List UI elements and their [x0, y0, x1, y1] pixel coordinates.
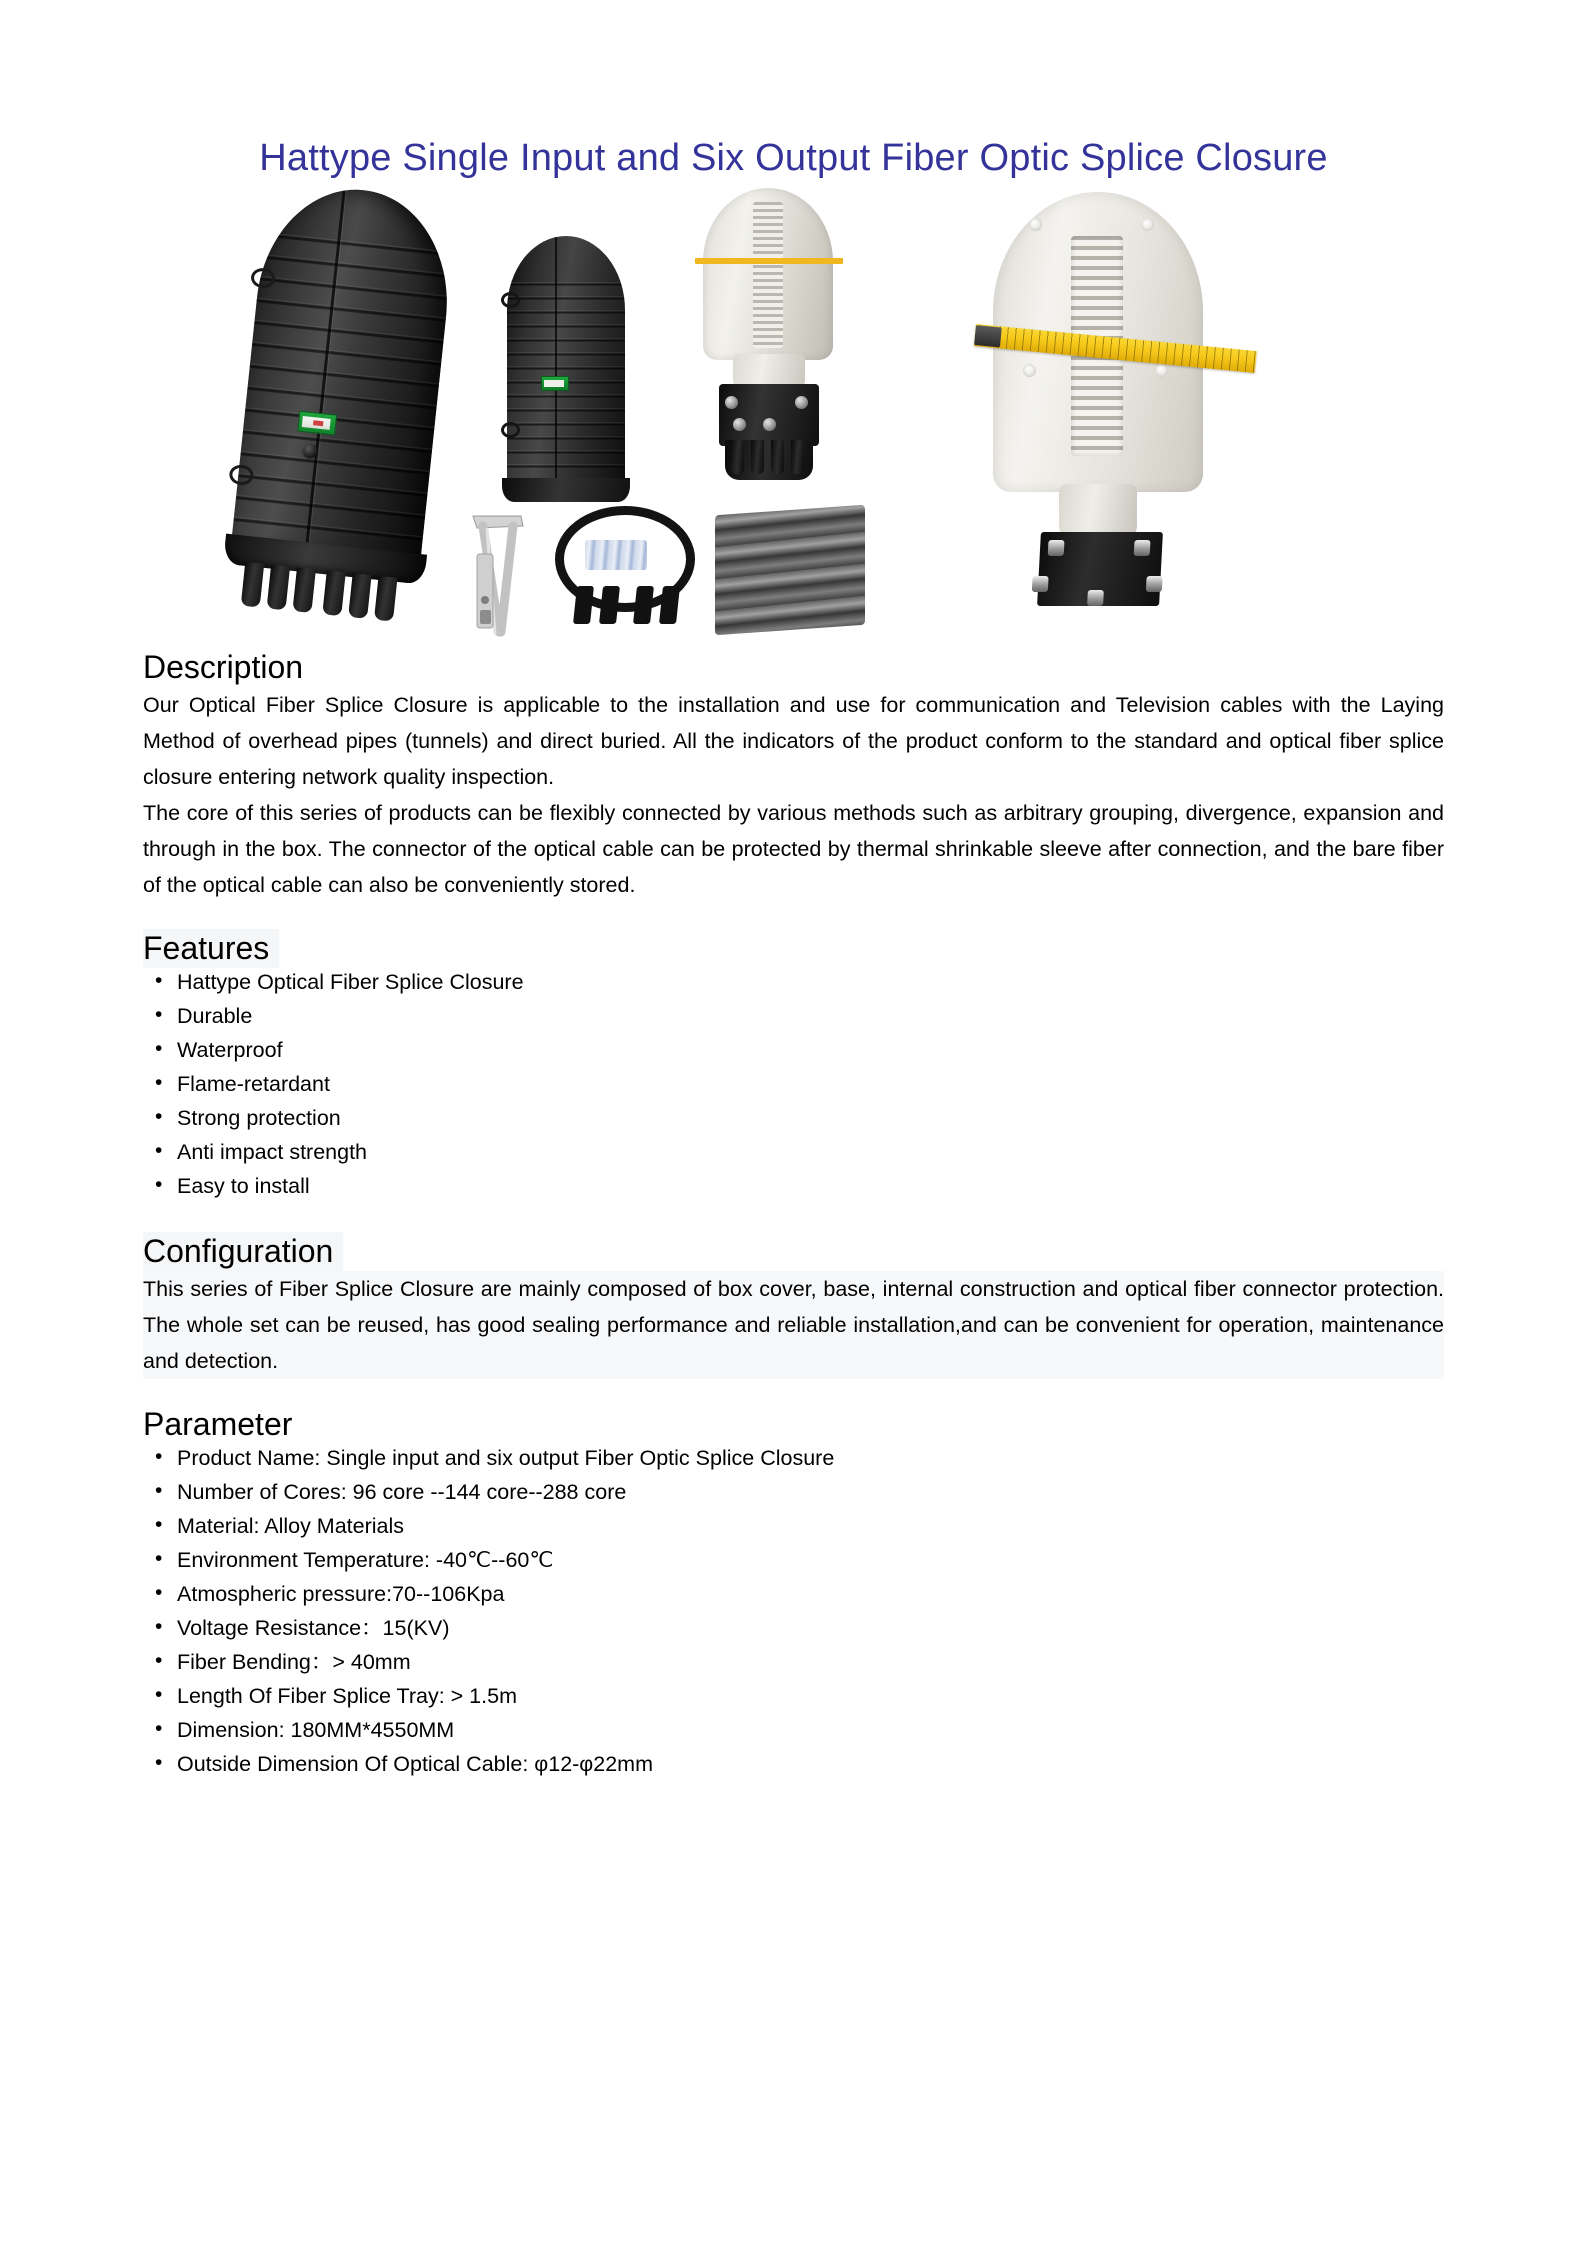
plastic-clamp [599, 586, 620, 624]
list-item: • Dimension: 180MM*4550MM [143, 1716, 1444, 1744]
mounting-strap [443, 508, 565, 640]
product-image-gallery [143, 188, 1444, 648]
frame-hole [1029, 218, 1042, 231]
kit-closure-seam [555, 236, 557, 486]
output-port [322, 570, 345, 616]
product-image-black-dome-closure [203, 188, 453, 648]
output-port [348, 573, 371, 619]
internal-frame [703, 188, 833, 360]
bracket-nut [1032, 576, 1049, 592]
bracket-nut [1134, 540, 1151, 556]
heat-shrink-sleeves [715, 505, 865, 635]
closure-shell [230, 180, 458, 570]
section-features [143, 929, 1444, 1200]
product-image-closure-kit [443, 188, 873, 648]
section-heading-parameter: Parameter [143, 1406, 293, 1443]
sealing-oring-assembly [555, 506, 695, 624]
plastic-clamp-group [569, 586, 689, 626]
base-output-port [791, 440, 804, 474]
kit-closure-body [507, 236, 625, 504]
product-image-internal-frame-measured [963, 188, 1263, 648]
splice-tray-stack [753, 202, 783, 348]
kit-closure-lug-top [501, 292, 520, 308]
base-output-port [751, 440, 764, 474]
list-item: • Environment Temperature: -40℃--60℃ [143, 1546, 1444, 1574]
description-paragraph-2: The core of this series of products can be flexibly connected by various methods such as arbitrary grouping, divergence, expansion and through in the box. The connector of the optical cable can be protected by thermal shrinkable sleeve after connection, and the bare fiber of the optical cable can also be conveniently stored. [143, 801, 1444, 898]
section-heading-configuration: Configuration [143, 1232, 343, 1271]
list-item: • Number of Cores: 96 core --144 core--288 core [143, 1478, 1444, 1506]
list-item: • Easy to install [143, 1172, 1444, 1200]
kit-green-label [541, 376, 569, 391]
output-port [267, 565, 290, 611]
list-item: • Fiber Bending：> 40mm [143, 1648, 1444, 1676]
list-item: • Strong protection [143, 1104, 1444, 1132]
list-item: • Durable [143, 1002, 1444, 1030]
list-item: • Atmospheric pressure:70--106Kpa [143, 1580, 1444, 1608]
page-title: Hattype Single Input and Six Output Fiber Optic Splice Closure [259, 137, 1328, 180]
base-output-port [771, 440, 784, 474]
list-item: • Flame-retardant [143, 1070, 1444, 1098]
features-list [143, 968, 1444, 1200]
section-parameter [143, 1405, 1444, 1778]
closure-body [228, 180, 459, 598]
list-item: • Length Of Fiber Splice Tray: > 1.5m [143, 1682, 1444, 1710]
list-item: • Product Name: Single input and six output Fiber Optic Splice Closure [143, 1444, 1444, 1472]
base-bolt [733, 418, 746, 431]
plastic-clamp [659, 586, 680, 624]
frame-hole [1141, 218, 1154, 231]
list-item: • Hattype Optical Fiber Splice Closure [143, 968, 1444, 996]
bracket-nut [1087, 590, 1104, 606]
configuration-paragraph: This series of Fiber Splice Closure are mainly composed of box cover, base, internal construction and optical fiber connector protection. The whole set can be reused, has good sealing performance and reliable installation,and can be convenient for operation, maintenance and detection. [143, 1271, 1444, 1379]
opened-closure-assembly [675, 188, 865, 488]
base-skirt [725, 440, 813, 480]
tape-hook [974, 325, 1002, 347]
list-item: • Outside Dimension Of Optical Cable: φ12-φ22mm [143, 1750, 1444, 1778]
section-configuration [143, 1232, 1444, 1379]
document-body [143, 648, 1444, 1784]
section-heading-features: Features [143, 929, 279, 968]
base-output-port [731, 440, 744, 474]
list-item: • Material: Alloy Materials [143, 1512, 1444, 1540]
output-port [374, 576, 397, 622]
cable-entry-base [719, 384, 819, 446]
section-heading-description: Description [143, 649, 304, 685]
frame-hole [1023, 364, 1036, 377]
list-item: • Waterproof [143, 1036, 1444, 1064]
frame-hole [1155, 364, 1168, 377]
output-port [241, 562, 264, 608]
plastic-clamp [633, 586, 654, 624]
bracket-nut [1048, 540, 1065, 556]
plastic-clamp [573, 586, 594, 624]
description-paragraph-1: Our Optical Fiber Splice Closure is applicable to the installation and use for communication and Television cables with the Laying Method of overhead pipes (tunnels) and direct buried. All the indicators of the product conform to the standard and optical fiber splice closure entering network quality inspection. [143, 693, 1444, 790]
bracket-nut [1146, 576, 1163, 592]
output-port [292, 567, 315, 613]
yellow-band [695, 258, 843, 264]
green-product-label [297, 411, 337, 436]
list-item: • Voltage Resistance：15(KV) [143, 1614, 1444, 1642]
section-description [143, 648, 1444, 903]
base-bolt [763, 418, 776, 431]
base-bolt [725, 396, 738, 409]
parameter-list [143, 1444, 1444, 1778]
sealant-bags [585, 540, 647, 570]
kit-closure-lug-bottom [501, 422, 520, 438]
mounting-bracket [1037, 532, 1163, 606]
kit-closure-base [502, 478, 630, 502]
kit-closure-shell [507, 236, 625, 486]
base-bolt [795, 396, 808, 409]
list-item: • Anti impact strength [143, 1138, 1444, 1166]
